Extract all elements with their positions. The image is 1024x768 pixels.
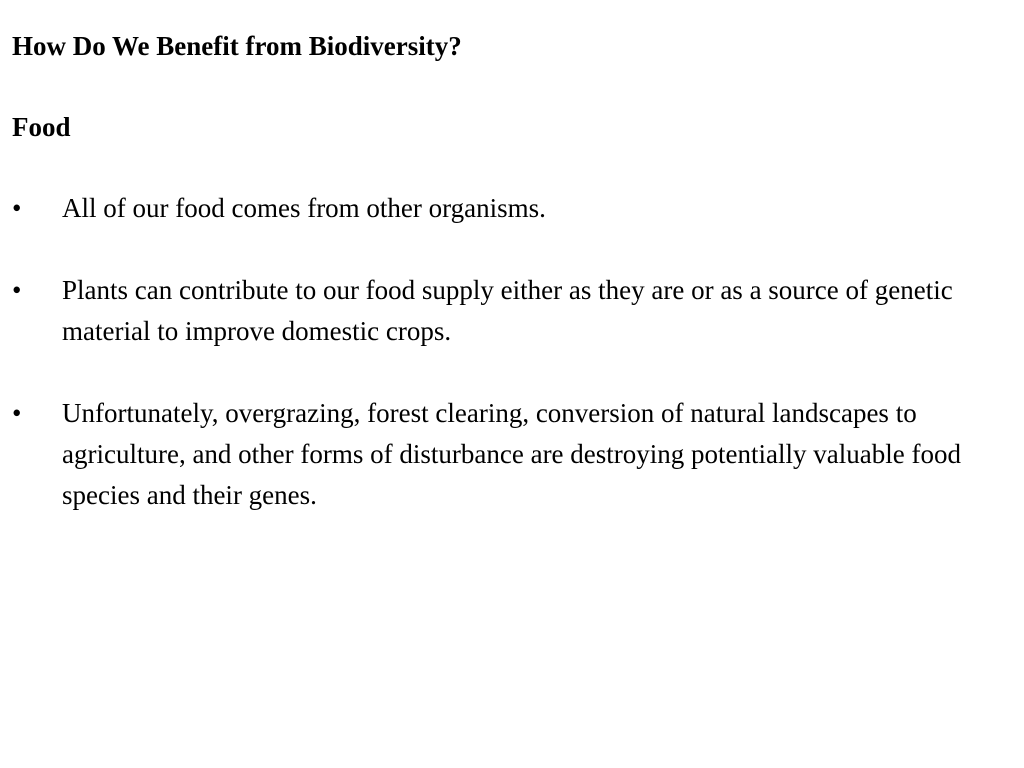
slide-title: How Do We Benefit from Biodiversity? <box>12 31 462 61</box>
bullet-item <box>12 393 962 516</box>
bullet-item <box>12 188 962 229</box>
bullet-list <box>12 188 1024 516</box>
bullet-text: All of our food comes from other organisms. <box>62 193 546 223</box>
bullet-marker: • <box>12 275 22 305</box>
bullet-text: Plants can contribute to our food supply either as they are or as a source of genetic material to improve domestic crops. <box>62 275 953 346</box>
section-heading-food: Food <box>12 112 71 142</box>
bullet-item <box>12 270 962 352</box>
bullet-text: Unfortunately, overgrazing, forest clearing, conversion of natural landscapes to agriculture, and other forms of disturbance are destroying potentially valuable food species and their genes. <box>62 398 961 510</box>
bullet-marker: • <box>12 193 22 223</box>
bullet-marker: • <box>12 398 22 428</box>
